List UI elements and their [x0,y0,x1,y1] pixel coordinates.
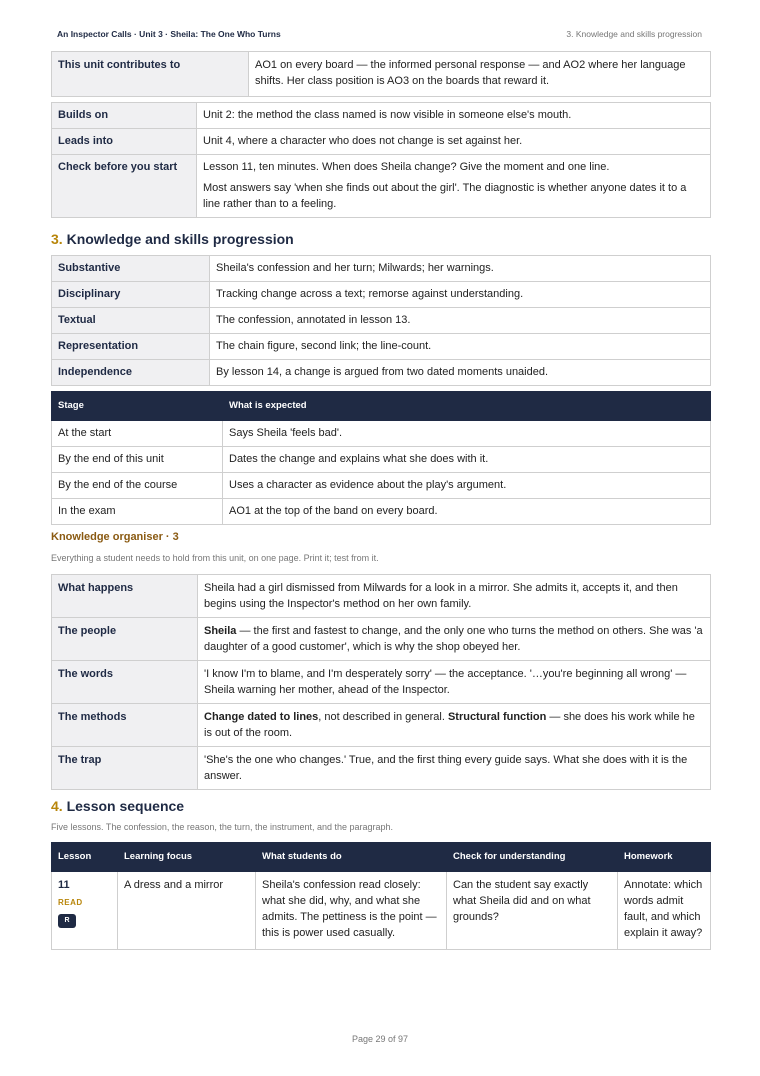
organiser-value [198,704,711,747]
page-number: Page 29 of 97 [351,1034,409,1044]
organiser-label: What happens [52,575,198,618]
knowledge-value: Sheila's confession and her turn; Milwards; her warnings. [210,256,711,282]
stage-expected: Dates the change and explains what she does with it. [223,447,711,473]
lesson-number: 11 [58,879,70,891]
lesson-focus: A dress and a mirror [118,872,256,950]
check-label: Check before you start [52,155,197,218]
section-4-title: Lesson sequence [66,798,185,814]
section-4-number: 4. [51,798,63,814]
knowledge-value: By lesson 14, a change is argued from two dated moments unaided. [210,360,711,386]
organiser-row [52,618,711,661]
knowledge-table [51,255,711,386]
check-value [197,155,711,218]
organiser-text: , not described in general. [318,711,448,723]
lesson-badge: R [58,914,76,928]
lessons-header: What students do [256,843,447,872]
organiser-value: Sheila had a girl dismissed from Milwards for a look in a mirror. She admits it, accepts it, and then begins using the Inspector's method on her own family. [198,575,711,618]
organiser-label: The methods [52,704,198,747]
stage-name: In the exam [52,499,223,525]
organiser-label: The words [52,661,198,704]
lesson-row [52,872,711,950]
stage-row [52,447,711,473]
lessons-header: Lesson [52,843,118,872]
lessons-table [51,842,711,950]
knowledge-label: Substantive [52,256,210,282]
organiser-title: Knowledge organiser · 3 [51,531,179,543]
stage-row [52,421,711,447]
organiser-value: 'She's the one who changes.' True, and the first thing every guide says. What she does with it is the answer. [198,747,711,790]
lesson-type: READ [58,898,83,907]
lessons-header: Learning focus [118,843,256,872]
organiser-emphasis: Structural function [447,711,547,723]
link-row [52,129,711,155]
organiser-row [52,661,711,704]
stage-expected: Says Sheila 'feels bad'. [223,421,711,447]
stage-row [52,473,711,499]
stage-name: By the end of the course [52,473,223,499]
organiser-emphasis: Change dated to lines [204,711,319,723]
knowledge-row [52,256,711,282]
stage-name: By the end of this unit [52,447,223,473]
links-table [51,102,711,218]
contributes-value: AO1 on every board — the informed personal response — and AO2 where her language shifts. Her class position is AO3 on the boards that reward it. [249,52,711,97]
knowledge-value: The confession, annotated in lesson 13. [210,308,711,334]
contributes-row [52,52,711,97]
knowledge-value: The chain figure, second link; the line-count. [210,334,711,360]
lesson-check: Can the student say exactly what Sheila did and on what grounds? [447,872,618,950]
section-3-heading [51,231,294,247]
knowledge-label: Independence [52,360,210,386]
lessons-header: Homework [618,843,711,872]
organiser-value [198,618,711,661]
section-4-subtitle: Five lessons. The confession, the reason, the turn, the instrument, and the paragraph. [51,822,394,832]
check-paragraph-1: Lesson 11, ten minutes. When does Sheila change? Give the moment and one line. [203,161,610,173]
contributes-label: This unit contributes to [52,52,249,97]
organiser-value: 'I know I'm to blame, and I'm desperately sorry' — the acceptance. '…you're beginning all wrong' — Sheila warning her mother, ahead of the Inspector. [198,661,711,704]
stage-row [52,499,711,525]
knowledge-label: Textual [52,308,210,334]
stage-expected: AO1 at the top of the band on every board. [223,499,711,525]
organiser-subtitle: Everything a student needs to hold from this unit, on one page. Print it; test from it. [51,553,379,563]
lesson-activity: Sheila's confession read closely: what she did, why, and what she admits. The pettiness is the point — this is power used casually. [256,872,447,950]
check-row [52,155,711,218]
organiser-text: — the first and fastest to change, and the only one who turns the method on others. She was 'a daughter of a good customer', which is why the shop obeyed her. [204,625,703,653]
stages-table [51,391,711,525]
organiser-emphasis: Sheila [204,625,237,637]
knowledge-label: Disciplinary [52,282,210,308]
knowledge-row [52,334,711,360]
lesson-homework: Annotate: which words admit fault, and which explain it away? [618,872,711,950]
running-head-title: An Inspector Calls · Unit 3 · Sheila: The One Who Turns [57,29,281,39]
lessons-header: Check for understanding [447,843,618,872]
stage-name: At the start [52,421,223,447]
section-3-title: Knowledge and skills progression [66,231,294,247]
link-value: Unit 2: the method the class named is now visible in someone else's mouth. [197,103,711,129]
knowledge-row [52,282,711,308]
stages-header-expected: What is expected [223,392,711,421]
knowledge-value: Tracking change across a text; remorse against understanding. [210,282,711,308]
section-3-number: 3. [51,231,63,247]
running-head-section: 3. Knowledge and skills progression [566,29,702,39]
organiser-table [51,574,711,790]
stage-expected: Uses a character as evidence about the play's argument. [223,473,711,499]
organiser-row [52,747,711,790]
section-4-heading [51,798,184,814]
link-label: Leads into [52,129,197,155]
link-value: Unit 4, where a character who does not change is set against her. [197,129,711,155]
running-head [57,29,702,41]
knowledge-row [52,360,711,386]
stages-header-stage: Stage [52,392,223,421]
knowledge-row [52,308,711,334]
organiser-text: — she does his work while he is out of the room. [204,711,695,739]
stages-header-row [52,392,711,421]
contributes-table [51,51,711,97]
organiser-label: The people [52,618,198,661]
link-label: Builds on [52,103,197,129]
organiser-row [52,704,711,747]
lesson-cell [52,872,118,950]
organiser-label: The trap [52,747,198,790]
knowledge-label: Representation [52,334,210,360]
organiser-row [52,575,711,618]
link-row [52,103,711,129]
check-paragraph-2: Most answers say 'when she finds out about the girl'. The diagnostic is whether anyone dates it to a line rather than to a feeling. [203,182,687,210]
lessons-header-row [52,843,711,872]
